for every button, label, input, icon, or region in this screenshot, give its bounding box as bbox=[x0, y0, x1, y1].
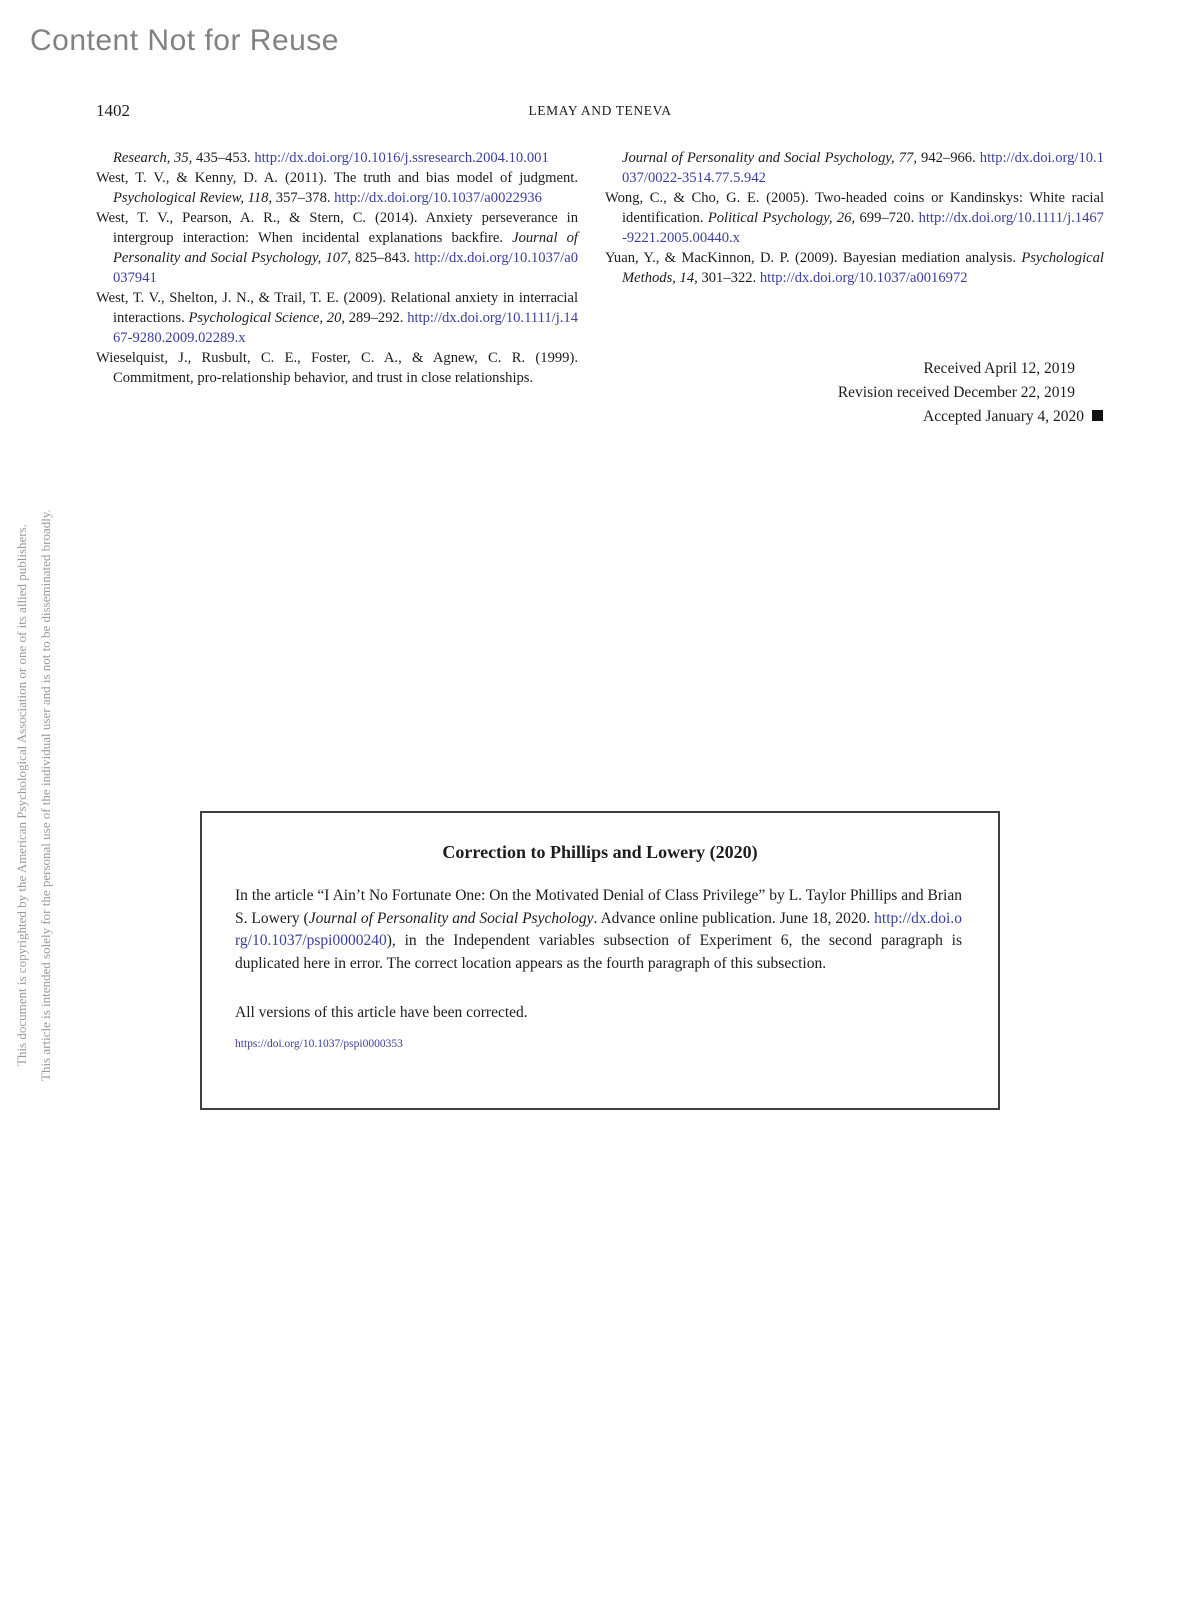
italic-text: Psychological Review, 118, bbox=[113, 190, 273, 206]
page-number: 1402 bbox=[96, 101, 130, 120]
text-run: West, T. V., & Kenny, D. A. (2011). The truth and bias model of judgment. bbox=[96, 170, 578, 186]
text-run: 435–453. bbox=[192, 150, 255, 166]
italic-text: Psychological Methods, 14, bbox=[622, 250, 1104, 286]
correction-body bbox=[235, 885, 962, 975]
text-run: ), in the Independent variables subsection of Experiment 6, the second paragraph is duplicated here in error. The correct location appears as the fourth paragraph of this subsection. bbox=[235, 932, 962, 972]
copyright-notice-line1: This document is copyrighted by the American Psychological Association or one of its allied publishers. bbox=[14, 524, 29, 1066]
reference-entry bbox=[605, 188, 1104, 248]
accepted-date bbox=[838, 405, 1103, 429]
references-column-left bbox=[96, 148, 578, 388]
running-head: LEMAY AND TENEVA bbox=[528, 103, 672, 118]
doi-link[interactable]: http://dx.doi.org/10.1111/j.1467-9280.2009.02289.x bbox=[113, 310, 578, 346]
text-run: West, T. V., Shelton, J. N., & Trail, T. E. (2009). Relational anxiety in interracial interactions. bbox=[96, 290, 578, 326]
italic-text: Political Psychology, 26, bbox=[707, 210, 856, 226]
text-run: 942–966. bbox=[916, 150, 980, 166]
reference-entry bbox=[96, 208, 578, 288]
references-section bbox=[96, 148, 1104, 388]
text-run: West, T. V., Pearson, A. R., & Stern, C. (2014). Anxiety perseverance in intergroup interaction: When incidental explanations backfire. bbox=[96, 210, 578, 246]
doi-link[interactable]: http://dx.doi.org/10.1037/pspi0000240 bbox=[235, 909, 962, 949]
article-history-dates bbox=[838, 357, 1103, 429]
reference-entry bbox=[96, 148, 578, 168]
correction-title: Correction to Phillips and Lowery (2020) bbox=[442, 842, 758, 862]
doi-link[interactable]: http://dx.doi.org/10.1111/j.1467-9221.2005.00440.x bbox=[622, 210, 1104, 246]
text-run: Wong, C., & Cho, G. E. (2005). Two-headed coins or Kandinskys: White racial identification. bbox=[605, 190, 1104, 226]
received-date: Received April 12, 2019 bbox=[923, 360, 1075, 377]
text-run: 289–292. bbox=[345, 310, 408, 326]
reference-entry bbox=[605, 148, 1104, 188]
reference-entry bbox=[96, 348, 578, 388]
revision-received-date: Revision received December 22, 2019 bbox=[837, 384, 1075, 401]
text-run: 825–843. bbox=[351, 250, 415, 266]
doi-link[interactable]: http://dx.doi.org/10.1037/0022-3514.77.5.942 bbox=[622, 150, 1104, 186]
text-run: . Advance online publication. June 18, 2020. bbox=[593, 909, 875, 927]
reference-entry bbox=[96, 288, 578, 348]
article-end-marker bbox=[1092, 410, 1103, 421]
references-column-right bbox=[605, 148, 1104, 388]
watermark-text: Content Not for Reuse bbox=[30, 24, 339, 57]
doi-link[interactable]: http://dx.doi.org/10.1016/j.ssresearch.2004.10.001 bbox=[254, 150, 549, 166]
correction-note: All versions of this article have been corrected. bbox=[235, 1004, 528, 1021]
copyright-notice-line2: This article is intended solely for the personal use of the individual user and is not to be disseminated broadly. bbox=[38, 509, 53, 1081]
text-run: 699–720. bbox=[855, 210, 919, 226]
correction-doi-link[interactable]: https://doi.org/10.1037/pspi0000353 bbox=[235, 1038, 403, 1050]
reference-entry bbox=[605, 248, 1104, 288]
italic-text: Journal of Personality and Social Psychology, 107, bbox=[113, 230, 578, 266]
text-run: 357–378. bbox=[272, 190, 335, 206]
correction-box bbox=[200, 811, 1000, 1110]
italic-text: Psychological Science, 20, bbox=[188, 310, 346, 326]
text-run: In the article “I Ain’t No Fortunate One: On the Motivated Denial of Class Privilege” by L. Taylor Phillips and Brian S. Lowery ( bbox=[235, 887, 962, 927]
italic-text: Journal of Personality and Social Psychology bbox=[308, 909, 594, 927]
text-run: 301–322. bbox=[697, 270, 760, 286]
reference-entry bbox=[96, 168, 578, 208]
doi-link[interactable]: http://dx.doi.org/10.1037/a0016972 bbox=[759, 270, 968, 286]
doi-link[interactable]: http://dx.doi.org/10.1037/a0037941 bbox=[113, 250, 578, 286]
italic-text: Research, 35, bbox=[113, 150, 193, 166]
text-run: Yuan, Y., & MacKinnon, D. P. (2009). Bayesian mediation analysis. bbox=[605, 250, 1022, 266]
italic-text: Journal of Personality and Social Psychology, 77, bbox=[622, 150, 917, 166]
text-run: Wieselquist, J., Rusbult, C. E., Foster, C. A., & Agnew, C. R. (1999). Commitment, pro-relationship behavior, and trust in close relationships. bbox=[96, 350, 578, 386]
accepted-date-text: Accepted January 4, 2020 bbox=[923, 408, 1084, 425]
doi-link[interactable]: http://dx.doi.org/10.1037/a0022936 bbox=[334, 190, 542, 206]
